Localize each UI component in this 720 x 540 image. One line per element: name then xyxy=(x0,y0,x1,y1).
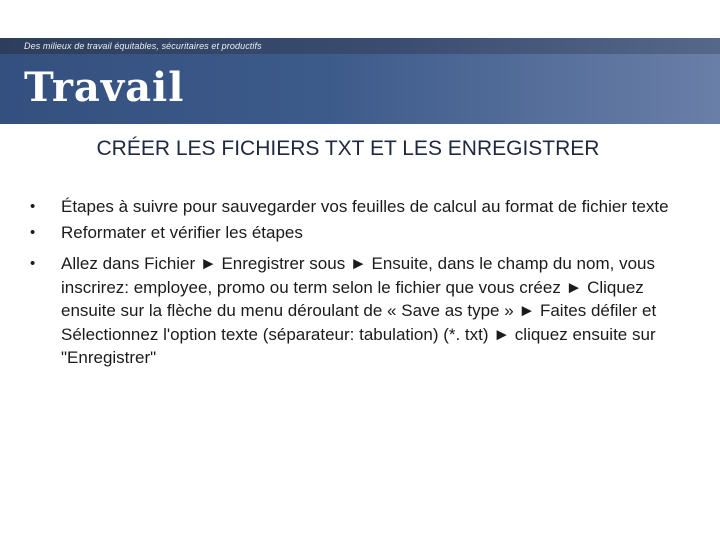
brand-logo-text: Travail xyxy=(24,64,185,111)
tagline-text: Des milieux de travail équitables, sécuritaires et productifs xyxy=(24,41,262,51)
bullet-item xyxy=(28,221,688,245)
top-whitespace xyxy=(0,0,720,38)
bullet-marker: • xyxy=(30,255,36,272)
bullet-item xyxy=(28,252,688,370)
bullet-marker: • xyxy=(30,223,36,241)
bullet-marker: • xyxy=(30,198,36,215)
brand-banner xyxy=(0,54,720,124)
slide-title: CRÉER LES FICHIERS TXT ET LES ENREGISTRER xyxy=(96,137,600,160)
bullet-text: Reformater et vérifier les étapes xyxy=(61,222,303,242)
bullet-text: Allez dans Fichier ► Enregistrer sous ► Ensuite, dans le champ du nom, vous inscrirez: employee, promo ou term selon le fichier que vous créez ► Cliquez ensuite sur la flèche du menu déroulant de « Save as type » ► Faites défiler et Sélectionnez l'option texte (séparateur: tabulation) (*. txt) ► cliquez ensuite sur "Enregistrer" xyxy=(61,254,657,367)
tagline-bar xyxy=(0,38,720,54)
bullet-item xyxy=(28,195,688,219)
bullet-text: Étapes à suivre pour sauvegarder vos feuilles de calcul au format de fichier texte xyxy=(61,197,669,216)
bullet-list xyxy=(28,195,688,370)
